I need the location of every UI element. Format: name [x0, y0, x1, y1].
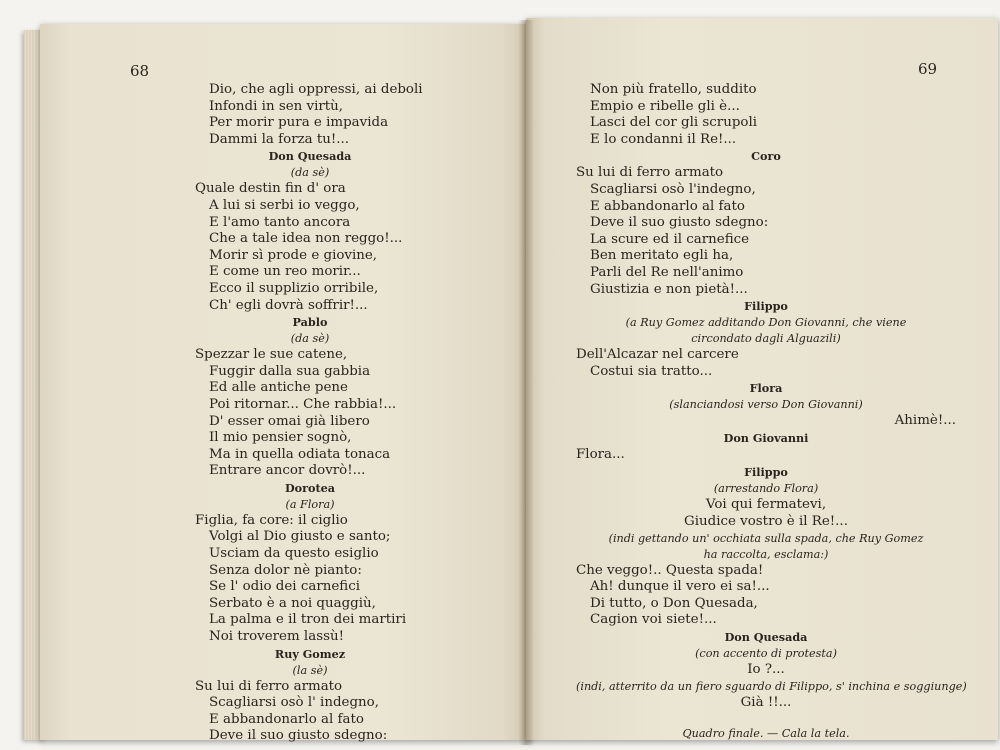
verse-line: Fuggir dalla sua gabbia	[209, 363, 371, 379]
verse-line: Giustizia e non pietà!...	[590, 281, 748, 297]
verse-line: Già !!...	[740, 694, 792, 710]
verse-line: Che veggo!.. Questa spada!	[576, 562, 764, 578]
verse-line: Spezzar le sue catene,	[195, 347, 348, 363]
verse-line: Quale destin fin d' ora	[195, 181, 346, 197]
stage-direction: (a Flora)	[285, 497, 335, 511]
verse-line: Ed alle antiche pene	[209, 380, 348, 396]
verse-line: Flora...	[576, 446, 625, 462]
verse-line: A lui si serbi io veggo,	[209, 197, 360, 213]
verse-line: Poi ritornar... Che rabbia!...	[209, 396, 397, 412]
right-page	[526, 18, 998, 740]
speaker-name: Flora	[749, 381, 783, 396]
verse-line: Senza dolor nè pianto:	[209, 562, 362, 578]
left-page	[40, 24, 532, 744]
speaker-name: Ruy Gomez	[274, 646, 346, 661]
verse-line: Ben meritato egli ha,	[590, 248, 734, 264]
speaker-name: Don Giovanni	[723, 430, 809, 445]
stage-direction: circondato dagli Alguazili)	[691, 332, 841, 346]
verse-line: Ahimè!...	[894, 413, 956, 429]
speaker-name: Don Quesada	[724, 629, 808, 644]
verse-line: Su lui di ferro armato	[195, 678, 343, 694]
verse-line: Ah! dunque il vero ei sa!...	[590, 579, 770, 595]
verse-line: Di tutto, o Don Quesada,	[590, 595, 758, 611]
verse-line: Se l' odio dei carnefici	[209, 579, 360, 595]
verse-line: Per morir pura e impavida	[209, 115, 389, 131]
verse-line: E abbandonarlo al fato	[590, 198, 745, 214]
speaker-name: Coro	[751, 149, 781, 164]
blank-line	[576, 712, 956, 726]
verse-line: Ecco il supplizio orribile,	[209, 280, 379, 296]
verse-line: Scagliarsi osò l' indegno,	[209, 695, 379, 711]
verse-line: Serbato è a noi quaggiù,	[209, 595, 376, 611]
stage-direction: (con accento di protesta)	[695, 646, 837, 660]
verse-line: La palma e il tron dei martiri	[209, 612, 407, 628]
stage-direction: (indi, atterrito da un fiero sguardo di Filippo, s' inchina e soggiunge)	[576, 679, 967, 693]
verse-line: Scagliarsi osò l'indegno,	[590, 181, 756, 197]
verse-line: Volgi al Dio giusto e santo;	[209, 529, 391, 545]
stage-direction: (da sè)	[290, 332, 330, 346]
verse-line: E l'amo tanto ancora	[209, 214, 351, 230]
stage-direction: (slanciandosi verso Don Giovanni)	[669, 398, 863, 412]
stage-direction: Quadro finale. — Cala la tela.	[682, 726, 850, 740]
verse-line: La scure ed il carnefice	[590, 231, 750, 247]
stage-direction: ha raccolta, esclama:)	[703, 547, 829, 561]
verse-line: D' esser omai già libero	[209, 413, 370, 429]
verse-line: Dammi la forza tu!...	[209, 131, 350, 147]
verse-line: Noi troverem lassù!	[209, 629, 344, 645]
verse-line: E come un reo morir...	[209, 264, 361, 280]
speaker-name: Don Quesada	[268, 149, 352, 164]
speaker-name: Dorotea	[284, 480, 336, 495]
verse-line: Dio, che agli oppressi, ai deboli	[209, 82, 423, 97]
stage-direction: (la sè)	[292, 663, 328, 677]
verse-line: Non più fratello, suddito	[590, 82, 757, 97]
left-page-number: 68	[130, 62, 150, 80]
speaker-name: Filippo	[744, 464, 788, 479]
verse-line: Morir sì prode e giovine,	[209, 247, 378, 263]
verse-line: Deve il suo giusto sdegno:	[590, 215, 769, 231]
stage-direction: (arrestando Flora)	[713, 481, 819, 495]
verse-line: Dell'Alcazar nel carcere	[576, 347, 739, 363]
verse-line: Cagion voi siete!...	[590, 612, 717, 628]
open-book	[18, 10, 990, 745]
verse-line: Deve il suo giusto sdegno:	[209, 728, 388, 744]
verse-line: Che a tale idea non reggo!...	[209, 231, 403, 247]
verse-line: Ch' egli dovrà soffrir!...	[209, 297, 368, 313]
book-gutter	[518, 20, 534, 745]
verse-line: Io ?...	[747, 661, 785, 677]
right-page-number: 69	[918, 60, 938, 78]
right-page-text	[576, 82, 967, 742]
verse-line: Lasci del cor gli scrupoli	[590, 115, 758, 131]
left-page-text	[195, 82, 425, 745]
stage-direction: (a Ruy Gomez additando Don Giovanni, che viene	[625, 316, 907, 330]
verse-line: Costui sia tratto...	[590, 363, 713, 379]
verse-line: E lo condanni il Re!...	[590, 131, 737, 147]
verse-line: Voi qui fermatevi,	[705, 496, 827, 512]
verse-line: Parli del Re nell'animo	[590, 264, 744, 280]
verse-line: Giudice vostro è il Re!...	[684, 513, 848, 529]
verse-line: Ma in quella odiata tonaca	[209, 446, 391, 462]
stage-direction: (da sè)	[290, 166, 330, 180]
speaker-name: Filippo	[744, 299, 788, 314]
verse-line: Entrare ancor dovrò!...	[209, 463, 366, 479]
verse-line: Il mio pensier sognò,	[209, 430, 352, 446]
verse-line: Usciam da questo esiglio	[209, 546, 379, 562]
verse-line: Empio e ribelle gli è...	[590, 98, 740, 114]
verse-line: Su lui di ferro armato	[576, 165, 724, 181]
verse-line: E abbandonarlo al fato	[209, 711, 364, 727]
speaker-name: Pablo	[292, 315, 328, 330]
verse-line: Infondi in sen virtù,	[209, 98, 344, 114]
stage-direction: (indi gettando un' occhiata sulla spada, che Ruy Gomez	[608, 531, 924, 545]
verse-line: Figlia, fa core: il ciglio	[195, 512, 348, 528]
